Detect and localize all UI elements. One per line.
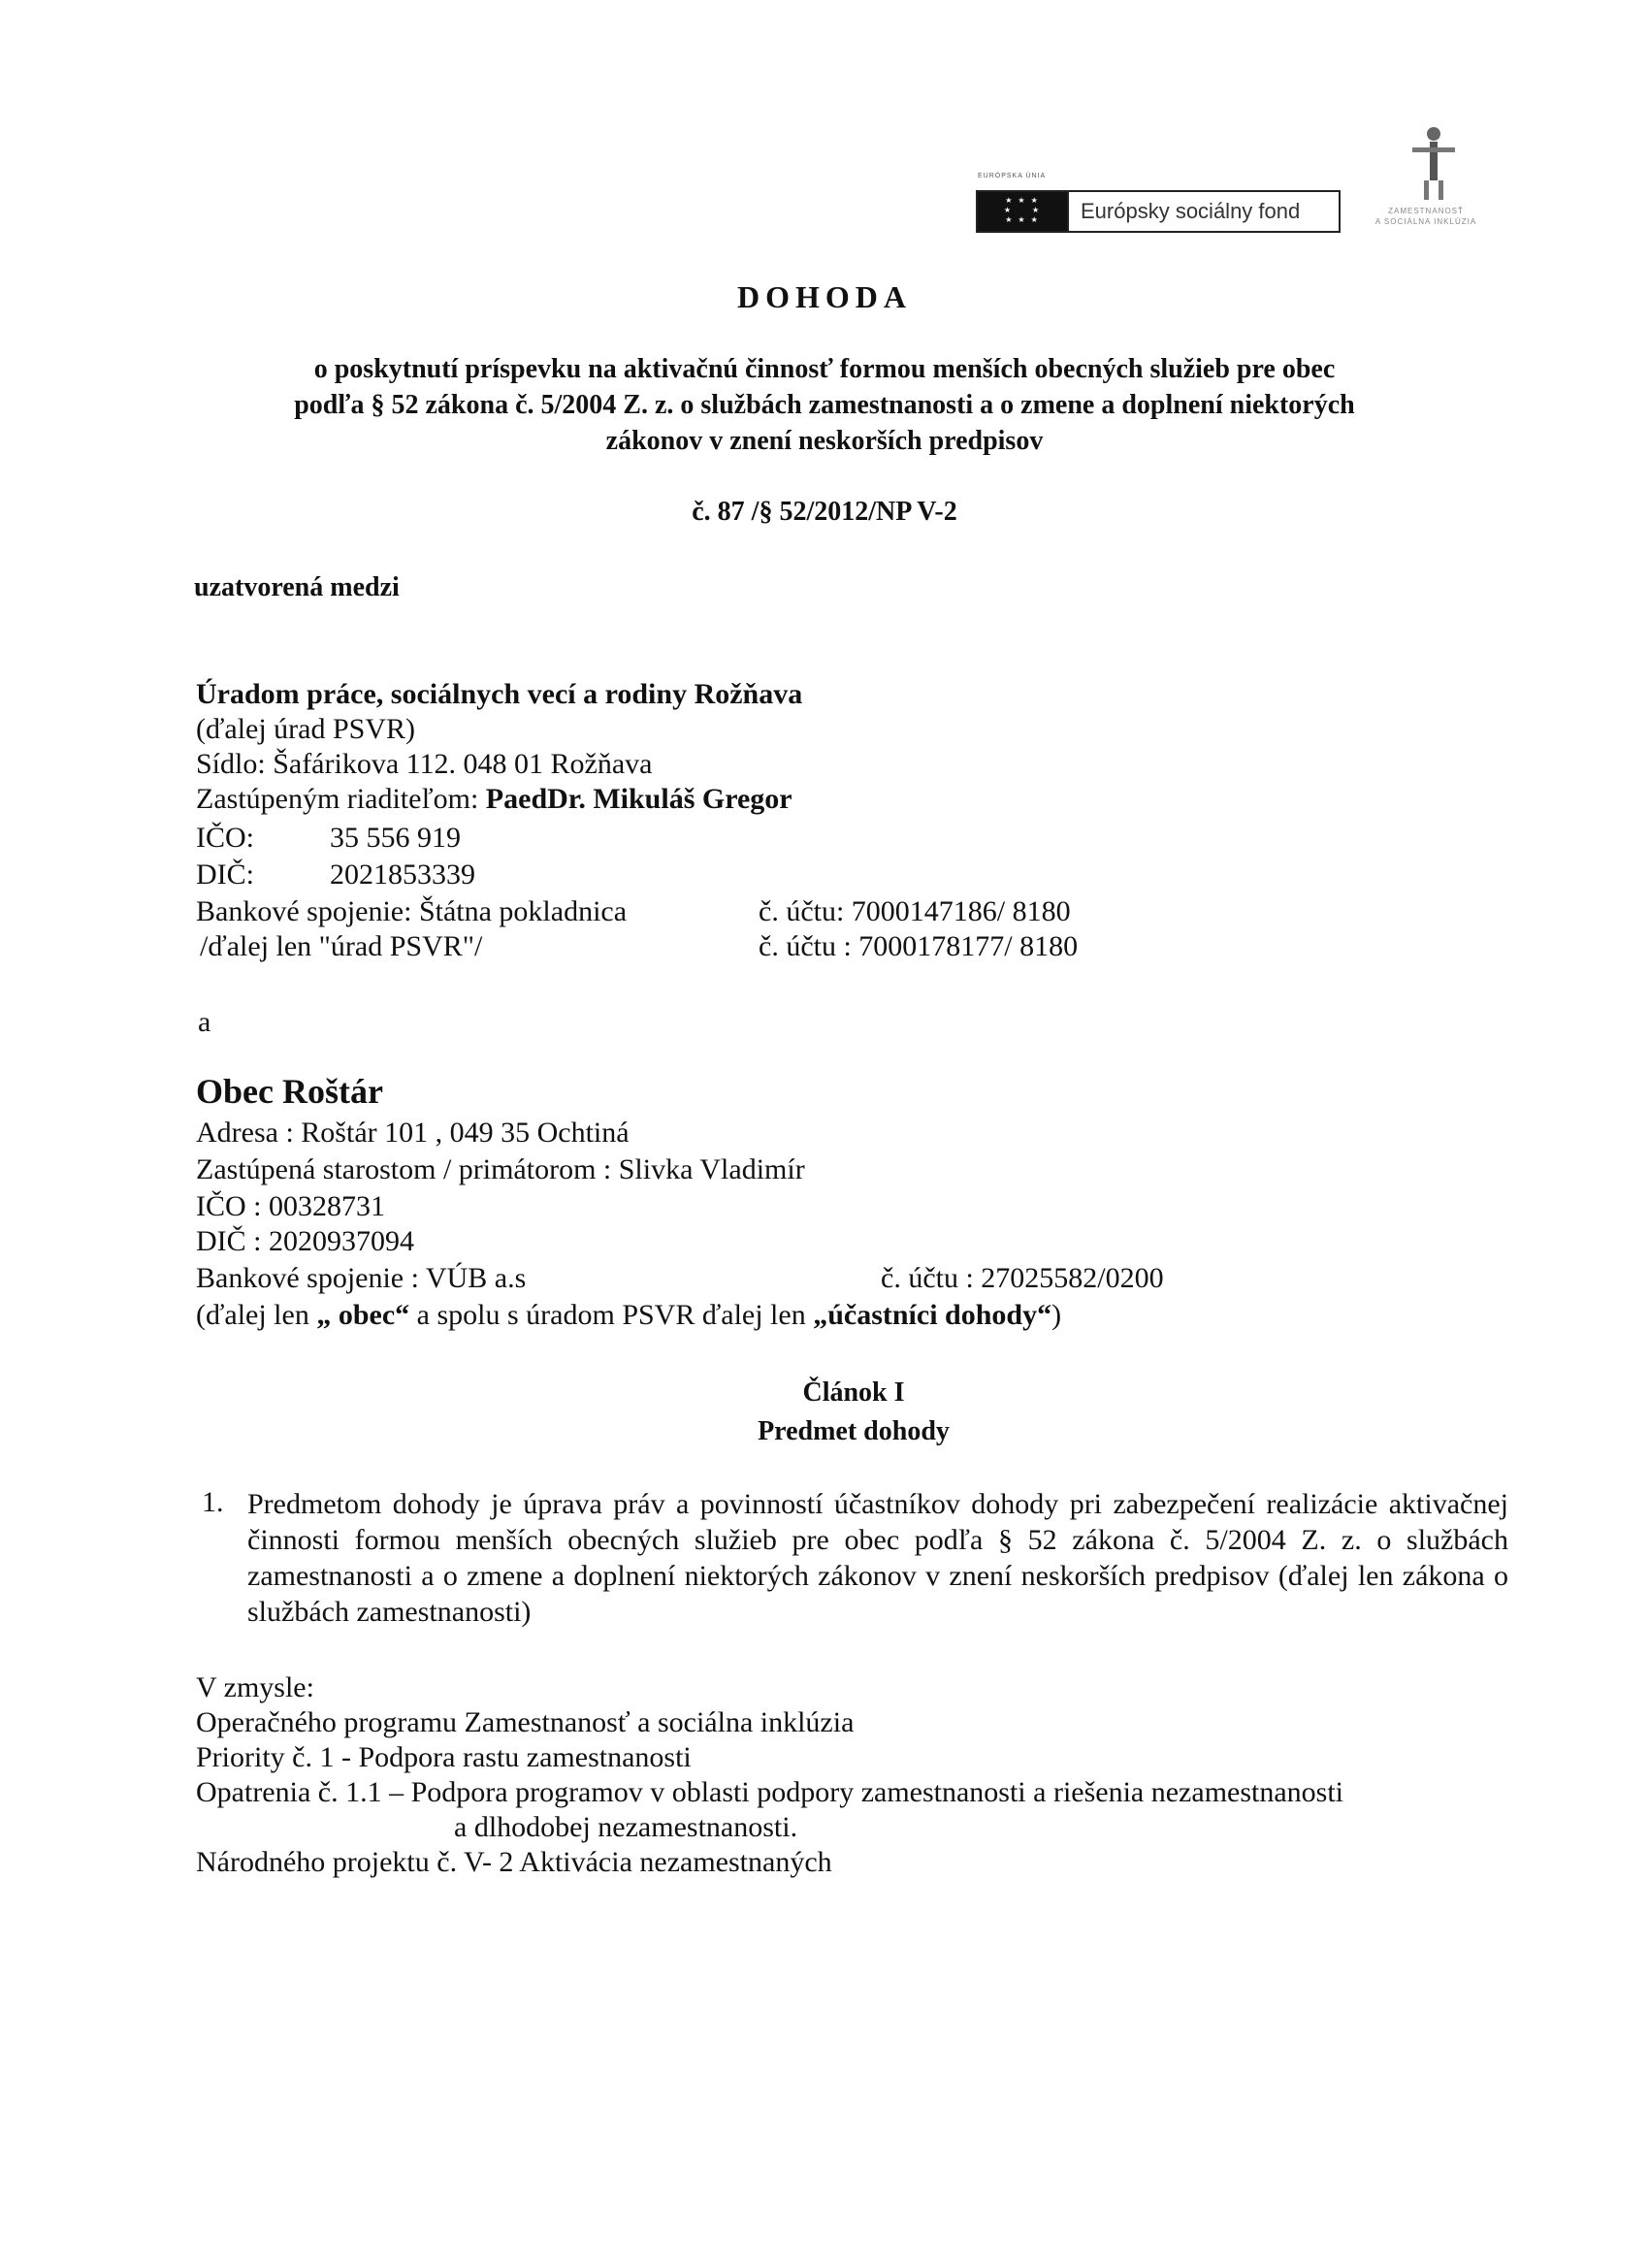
ministry-logo-text: [1348, 206, 1504, 227]
office-dic-value: 2021853339: [330, 859, 475, 891]
context-project: Národného projektu č. V- 2 Aktivácia nezamestnaných: [196, 1846, 832, 1878]
office-seat: Sídlo: Šafárikova 112. 048 01 Rožňava: [196, 748, 653, 780]
context-measure-1: Opatrenia č. 1.1 – Podpora programov v oblasti podpory zamestnanosti a riešenia nezamestnanosti: [196, 1776, 1344, 1808]
alias-obec: „ obec“: [316, 1299, 410, 1331]
office-ico-value: 35 556 919: [330, 822, 461, 854]
item-text: Predmetom dohody je úprava práv a povinností účastníkov dohody pri zabezpečení realizácie aktivačnej činnosti formou menších obecných služieb pre obec podľa § 52 zákona č. 5/2004 Z. z. o službách zamestnanosti a o zmene a doplnení niektorých zákonov v znení neskorších predpisov (ďalej len zákona o službách zamestnanosti): [247, 1488, 1508, 1628]
document-title: DOHODA: [737, 279, 912, 314]
municipality-address: Adresa : Roštár 101 , 049 35 Ochtiná: [196, 1117, 630, 1149]
agreement-number: č. 87 /§ 52/2012/NP V-2: [692, 497, 957, 527]
item-number: 1.: [202, 1486, 224, 1518]
concluded-between: uzatvorená medzi: [194, 572, 400, 602]
eu-label: EURÓPSKA ÚNIA: [978, 173, 1047, 179]
subtitle-line-1: o poskytnutí príspevku na aktivačnú činnosť formou menších obecných služieb pre obec: [313, 354, 1336, 384]
ministry-line-1: ZAMESTNANOSŤ: [1388, 207, 1464, 215]
context-priority: Priority č. 1 - Podpora rastu zamestnanosti: [196, 1741, 692, 1773]
ministry-line-2: A SOCIÁLNA INKLÚZIA: [1374, 217, 1477, 226]
municipality-dic: DIČ : 2020937094: [196, 1225, 414, 1257]
municipality-ico: IČO : 00328731: [196, 1190, 385, 1222]
conjunction-and: a: [198, 1006, 211, 1038]
esf-logo: [976, 190, 1341, 233]
office-bank: Bankové spojenie: Štátna pokladnica: [196, 895, 628, 927]
municipality-bank: Bankové spojenie : VÚB a.s: [196, 1262, 527, 1294]
office-account-2: č. účtu : 7000178177/ 8180: [759, 930, 1079, 962]
office-dic-label: DIČ:: [196, 859, 254, 891]
context-program: Operačného programu Zamestnanosť a sociálna inklúzia: [196, 1706, 855, 1738]
office-alias-2: /ďalej len "úrad PSVR"/: [200, 930, 483, 962]
article-heading: Článok I: [802, 1377, 905, 1408]
article-subheading: Predmet dohody: [758, 1416, 950, 1446]
office-name: Úradom práce, sociálnych vecí a rodiny Rožňava: [196, 678, 803, 710]
alias-parties: „účastníci dohody“: [813, 1299, 1052, 1331]
office-ico-label: IČO:: [196, 822, 254, 854]
esf-label: Európsky sociálny fond: [1067, 192, 1339, 231]
office-represented: [196, 782, 792, 817]
office-alias: (ďalej úrad PSVR): [196, 713, 416, 745]
subtitle-line-2: podľa § 52 zákona č. 5/2004 Z. z. o službách zamestnanosti a o zmene a doplnení niektorých: [294, 390, 1355, 420]
alias-pre: (ďalej len: [196, 1299, 309, 1331]
office-account-1: č. účtu: 7000147186/ 8180: [759, 895, 1071, 927]
municipality-represented: Zastúpená starostom / primátorom : Slivka Vladimír: [196, 1153, 805, 1185]
municipality-name: Obec Roštár: [196, 1072, 383, 1111]
alias-post: ): [1051, 1299, 1062, 1331]
represented-name: PaedDr. Mikuláš Gregor: [485, 783, 792, 815]
ministry-figure-icon: [1405, 124, 1463, 202]
represented-label: Zastúpeným riaditeľom:: [196, 783, 479, 815]
context-measure-2: a dlhodobej nezamestnanosti.: [454, 1811, 798, 1843]
eu-flag-icon: ★ ★ ★ ★ ★ ★ ★ ★: [978, 192, 1067, 231]
document-subtitle: [146, 351, 1504, 459]
municipality-alias: [196, 1298, 1061, 1333]
municipality-account: č. účtu : 27025582/0200: [881, 1262, 1164, 1294]
subtitle-line-3: zákonov v znení neskorších predpisov: [605, 426, 1044, 456]
context-intro: V zmysle:: [196, 1671, 314, 1703]
alias-mid: a spolu s úradom PSVR ďalej len: [416, 1299, 806, 1331]
